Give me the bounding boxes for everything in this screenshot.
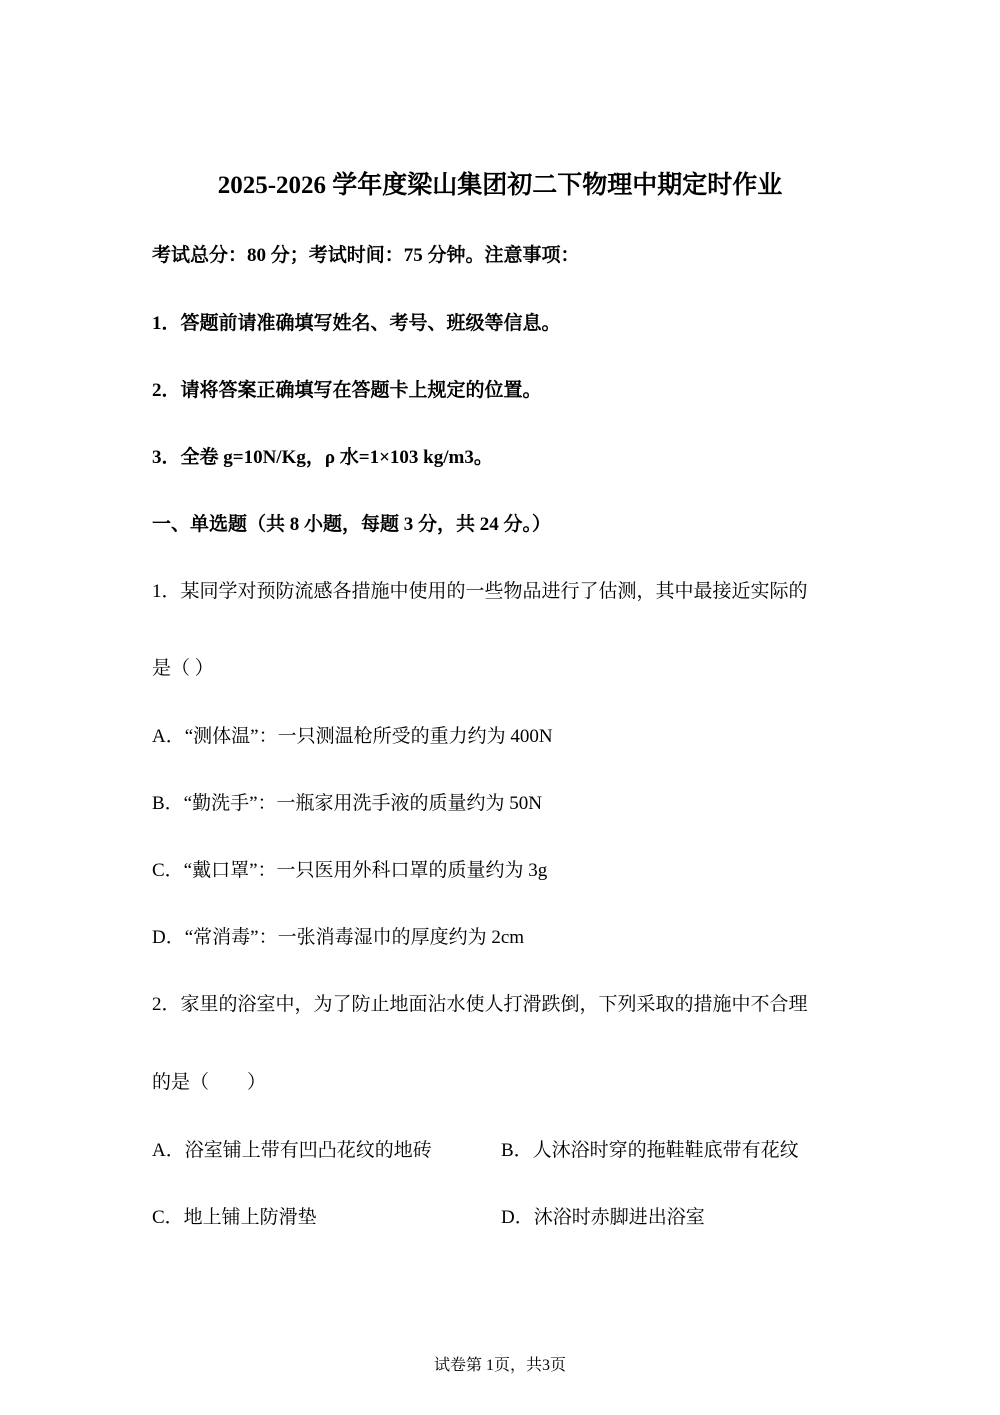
option-d: D．沐浴时赤脚进出浴室: [501, 1207, 705, 1228]
note-item-2: 2．请将答案正确填写在答题卡上规定的位置。: [152, 380, 542, 401]
option-a: A．浴室铺上带有凹凸花纹的地砖: [152, 1140, 432, 1161]
section-heading: 一、单选题（共 8 小题，每题 3 分，共 24 分。）: [152, 514, 552, 535]
question-stem-cont: 是（ ）: [152, 658, 214, 679]
question-stem: 1．某同学对预防流感各措施中使用的一些物品进行了估测，其中最接近实际的: [152, 581, 808, 602]
option-b: B．人沐浴时穿的拖鞋鞋底带有花纹: [501, 1140, 799, 1161]
option-b: B．“勤洗手”：一瓶家用洗手液的质量约为 50N: [152, 793, 543, 814]
note-item-3: 3．全卷 g=10N/Kg，ρ 水=1×103 kg/m3。: [152, 447, 493, 468]
question-stem: 2．家里的浴室中，为了防止地面沾水使人打滑跌倒，下列采取的措施中不合理: [152, 994, 808, 1015]
page-title: 2025-2026 学年度梁山集团初二下物理中期定时作业: [217, 172, 783, 199]
option-a: A．“测体温”：一只测温枪所受的重力约为 400N: [152, 726, 553, 747]
question-stem-cont: 的是（ ）: [152, 1072, 267, 1093]
option-c: C．“戴口罩”：一只医用外科口罩的质量约为 3g: [152, 860, 548, 881]
option-c: C．地上铺上防滑垫: [152, 1207, 317, 1228]
option-d: D．“常消毒”：一张消毒湿巾的厚度约为 2cm: [152, 927, 525, 948]
exam-info: 考试总分：80 分；考试时间：75 分钟。注意事项：: [152, 245, 580, 266]
note-item-1: 1．答题前请准确填写姓名、考号、班级等信息。: [152, 313, 561, 334]
page-footer: 试卷第 1页，共3页: [433, 1357, 566, 1374]
